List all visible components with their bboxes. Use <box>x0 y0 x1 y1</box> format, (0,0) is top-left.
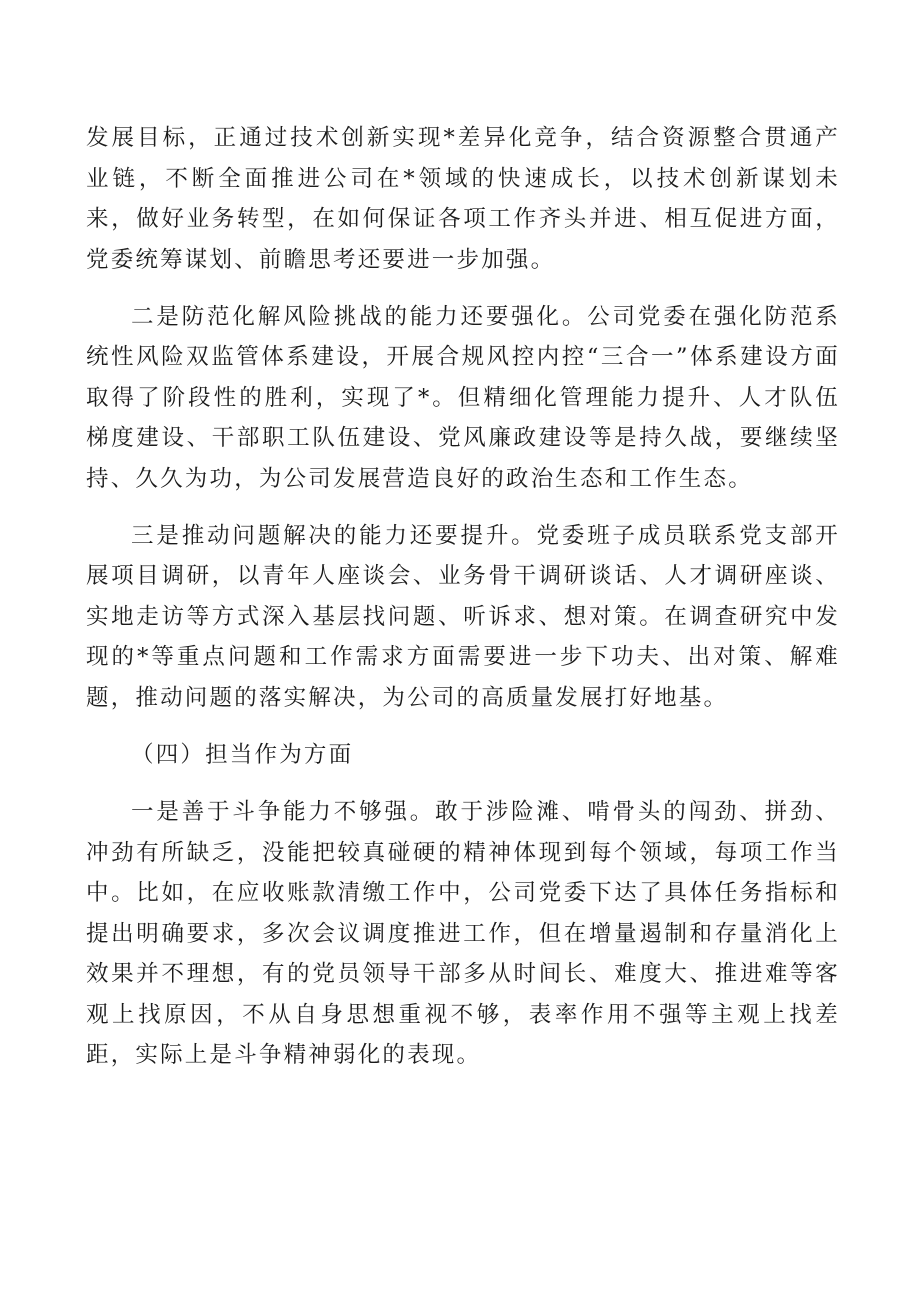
paragraph-problem-solving: 三是推动问题解决的能力还要提升。党委班子成员联系党支部开展项目调研，以青年人座谈会、业务骨干调研谈话、人才调研座谈、实地走访等方式深入基层找问题、听诉求、想对策。在调查研究中发现的*等重点问题和工作需求方面需要进一步下功夫、出对策、解难题，推动问题的落实解决，为公司的高质量发展打好地基。 <box>86 522 840 711</box>
paragraph-struggle-ability: 一是善于斗争能力不够强。敢于涉险滩、啃骨头的闯劲、拼劲、冲劲有所缺乏，没能把较真碰硬的精神体现到每个领域，每项工作当中。比如，在应收账款清缴工作中，公司党委下达了具体任务指标和提出明确要求，多次会议调度推进工作，但在增量遏制和存量消化上效果并不理想，有的党员领导干部多从时间长、难度大、推进难等客观上找原因，不从自身思想重视不够，表率作用不强等主观上找差距，实际上是斗争精神弱化的表现。 <box>86 799 840 1068</box>
document-body <box>86 118 840 1092</box>
section-heading: （四）担当作为方面 <box>131 741 354 768</box>
paragraph-continuation: 发展目标，正通过技术创新实现*差异化竞争，结合资源整合贯通产业链，不断全面推进公司在*领域的快速成长，以技术创新谋划未来，做好业务转型，在如何保证各项工作齐头并进、相互促进方面，党委统筹谋划、前瞻思考还要进一步加强。 <box>86 125 840 273</box>
paragraph-risk-prevention: 二是防范化解风险挑战的能力还要强化。公司党委在强化防范系统性风险双监管体系建设，开展合规风控内控“三合一”体系建设方面取得了阶段性的胜利，实现了*。但精细化管理能力提升、人才队伍梯度建设、干部职工队伍建设、党风廉政建设等是持久战，要继续坚持、久久为功，为公司发展营造良好的政治生态和工作生态。 <box>86 303 840 492</box>
